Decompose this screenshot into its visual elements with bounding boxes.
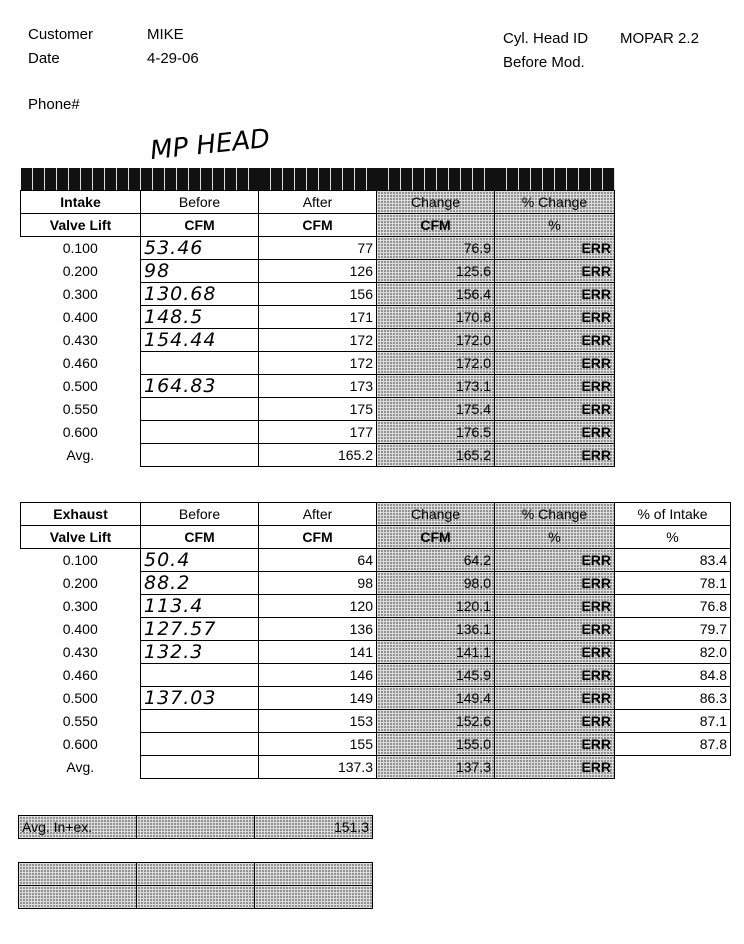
- intake-header-cell: After: [259, 191, 377, 214]
- valve-lift-cell: 0.460: [62, 355, 98, 371]
- dark-bar-cell: [259, 168, 377, 191]
- pct-of-intake-cell: 79.7: [615, 618, 731, 641]
- after-cfm-cell: 149: [259, 687, 377, 710]
- shaded-cell: [19, 886, 137, 909]
- change-cfm-cell: 137.3: [377, 756, 495, 779]
- exhaust-header-cell: CFM: [141, 526, 259, 549]
- after-cfm-cell: 98: [259, 572, 377, 595]
- change-cfm-cell: 136.1: [377, 618, 495, 641]
- intake-header-cell: %: [495, 214, 615, 237]
- change-cfm-cell: 125.6: [377, 260, 495, 283]
- valve-lift-cell: 0.300: [62, 286, 98, 302]
- table-row: [21, 618, 731, 641]
- after-cfm-cell: 155: [259, 733, 377, 756]
- pct-change-cell: ERR: [495, 352, 615, 375]
- exhaust-table: [20, 502, 731, 779]
- valve-lift-cell: Avg.: [66, 447, 95, 463]
- shaded-cell: [137, 863, 255, 886]
- exhaust-header-cell: % Change: [495, 503, 615, 526]
- table-row: [21, 444, 615, 467]
- cyl-head-value: MOPAR 2.2: [620, 30, 699, 47]
- after-cfm-cell: 175: [259, 398, 377, 421]
- intake-header-row: [21, 214, 615, 237]
- pct-of-intake-cell: 87.1: [615, 710, 731, 733]
- pct-of-intake-cell: 83.4: [615, 549, 731, 572]
- cyl-head-label: Cyl. Head ID: [503, 30, 589, 47]
- pct-change-cell: ERR: [495, 641, 615, 664]
- customer-value: MIKE: [147, 26, 184, 43]
- intake-header-cell: CFM: [259, 214, 377, 237]
- pct-of-intake-cell: 86.3: [615, 687, 731, 710]
- pct-of-intake-cell: 82.0: [615, 641, 731, 664]
- valve-lift-cell: 0.100: [62, 552, 98, 569]
- valve-lift-cell: 0.500: [62, 378, 98, 394]
- table-row: [21, 572, 731, 595]
- date-label: Date: [28, 50, 60, 67]
- change-cfm-cell: 120.1: [377, 595, 495, 618]
- exhaust-header-cell: CFM: [377, 526, 495, 549]
- change-cfm-cell: 165.2: [377, 444, 495, 467]
- pct-of-intake-cell: 78.1: [615, 572, 731, 595]
- table-row: [21, 329, 615, 352]
- phone-label: Phone#: [28, 96, 80, 113]
- shaded-cell: [255, 886, 373, 909]
- date-value: 4-29-06: [147, 50, 199, 67]
- exhaust-header-cell: % of Intake: [615, 503, 731, 526]
- table-row: [21, 398, 615, 421]
- before-cfm-cell: 148.5: [141, 306, 259, 329]
- pct-of-intake-cell: 84.8: [615, 664, 731, 687]
- valve-lift-cell: 0.400: [62, 621, 98, 637]
- after-cfm-cell: 153: [259, 710, 377, 733]
- before-cfm-cell: [141, 444, 259, 467]
- table-row: [21, 756, 731, 779]
- after-cfm-cell: 165.2: [259, 444, 377, 467]
- dark-bar-cell: [377, 168, 495, 191]
- change-cfm-cell: 76.9: [377, 237, 495, 260]
- pct-change-cell: ERR: [495, 260, 615, 283]
- after-cfm-cell: 146: [259, 664, 377, 687]
- change-cfm-cell: 155.0: [377, 733, 495, 756]
- pct-change-cell: ERR: [495, 595, 615, 618]
- before-cfm-cell: [141, 710, 259, 733]
- valve-lift-cell: 0.300: [62, 598, 98, 614]
- change-cfm-cell: 172.0: [377, 352, 495, 375]
- table-row: [21, 283, 615, 306]
- intake-header-row: [21, 191, 615, 214]
- before-cfm-cell: 53.46: [141, 237, 259, 260]
- valve-lift-cell: 0.460: [62, 667, 98, 683]
- valve-lift-cell: 0.200: [62, 263, 98, 279]
- pct-change-cell: ERR: [495, 733, 615, 756]
- exhaust-header-cell: CFM: [259, 526, 377, 549]
- pct-change-cell: ERR: [495, 687, 615, 710]
- table-row: [21, 549, 731, 572]
- customer-label: Customer: [28, 26, 94, 43]
- change-cfm-cell: 141.1: [377, 641, 495, 664]
- pct-change-cell: ERR: [495, 710, 615, 733]
- after-cfm-cell: 126: [259, 260, 377, 283]
- intake-header-cell: Before: [141, 191, 259, 214]
- change-cfm-cell: 156.4: [377, 283, 495, 306]
- pct-change-cell: ERR: [495, 756, 615, 779]
- after-cfm-cell: 177: [259, 421, 377, 444]
- after-cfm-cell: 120: [259, 595, 377, 618]
- table-row: [21, 710, 731, 733]
- pct-of-intake-cell: 87.8: [615, 733, 731, 756]
- shaded-cell: [255, 863, 373, 886]
- intake-header-cell: % Change: [495, 191, 615, 214]
- exhaust-header-cell: Valve Lift: [21, 526, 141, 549]
- exhaust-header-cell: Before: [141, 503, 259, 526]
- before-cfm-cell: 154.44: [141, 329, 259, 352]
- pct-change-cell: ERR: [495, 306, 615, 329]
- before-cfm-cell: 127.57: [141, 618, 259, 641]
- pct-change-cell: ERR: [495, 398, 615, 421]
- valve-lift-cell: 0.430: [62, 644, 98, 660]
- pct-of-intake-cell: [615, 756, 731, 779]
- pct-change-cell: ERR: [495, 618, 615, 641]
- pct-change-cell: ERR: [495, 375, 615, 398]
- table-row: [21, 375, 615, 398]
- change-cfm-cell: 152.6: [377, 710, 495, 733]
- after-cfm-cell: 172: [259, 352, 377, 375]
- valve-lift-cell: 0.550: [62, 401, 98, 417]
- table-row: [21, 352, 615, 375]
- change-cfm-cell: 173.1: [377, 375, 495, 398]
- valve-lift-cell: 0.200: [62, 575, 98, 591]
- pct-change-cell: ERR: [495, 283, 615, 306]
- pct-change-cell: ERR: [495, 664, 615, 687]
- pct-of-intake-cell: 76.8: [615, 595, 731, 618]
- before-cfm-cell: [141, 421, 259, 444]
- shaded-cell: [19, 863, 137, 886]
- valve-lift-cell: 0.550: [62, 713, 98, 729]
- after-cfm-cell: 77: [259, 237, 377, 260]
- after-cfm-cell: 141: [259, 641, 377, 664]
- after-cfm-cell: 173: [259, 375, 377, 398]
- shaded-cell: [137, 886, 255, 909]
- after-cfm-cell: 64: [259, 549, 377, 572]
- exhaust-header-row: [21, 503, 731, 526]
- exhaust-header-cell: After: [259, 503, 377, 526]
- summary-empty-cell: [137, 816, 255, 839]
- intake-header-cell: CFM: [377, 214, 495, 237]
- valve-lift-cell: 0.600: [62, 736, 98, 752]
- intake-header-cell: Valve Lift: [21, 214, 141, 237]
- change-cfm-cell: 172.0: [377, 329, 495, 352]
- change-cfm-cell: 149.4: [377, 687, 495, 710]
- dark-bar-cell: [495, 168, 615, 191]
- intake-header-cell: Change: [377, 191, 495, 214]
- pct-change-cell: ERR: [495, 444, 615, 467]
- summary-table: [18, 815, 373, 839]
- before-cfm-cell: 137.03: [141, 687, 259, 710]
- table-row: [21, 664, 731, 687]
- table-row: [21, 641, 731, 664]
- valve-lift-cell: 0.430: [62, 332, 98, 348]
- before-cfm-cell: [141, 398, 259, 421]
- before-cfm-cell: 50.4: [141, 549, 259, 572]
- dark-bar-cell: [141, 168, 259, 191]
- valve-lift-cell: Avg.: [66, 759, 95, 775]
- handwritten-note: MP HEAD: [148, 123, 272, 167]
- change-cfm-cell: 176.5: [377, 421, 495, 444]
- change-cfm-cell: 64.2: [377, 549, 495, 572]
- table-row: [21, 733, 731, 756]
- exhaust-header-row: [21, 526, 731, 549]
- intake-header-cell: Intake: [21, 191, 141, 214]
- before-cfm-cell: 113.4: [141, 595, 259, 618]
- before-cfm-cell: 130.68: [141, 283, 259, 306]
- before-cfm-cell: [141, 756, 259, 779]
- change-cfm-cell: 175.4: [377, 398, 495, 421]
- after-cfm-cell: 172: [259, 329, 377, 352]
- pct-change-cell: ERR: [495, 329, 615, 352]
- bottom-shaded-block: [18, 862, 373, 909]
- avg-in-ex-label: Avg. In+ex.: [19, 816, 137, 839]
- after-cfm-cell: 171: [259, 306, 377, 329]
- exhaust-header-cell: Change: [377, 503, 495, 526]
- exhaust-header-cell: %: [495, 526, 615, 549]
- before-mod-label: Before Mod.: [503, 54, 585, 71]
- valve-lift-cell: 0.100: [62, 240, 98, 257]
- valve-lift-cell: 0.600: [62, 424, 98, 440]
- avg-in-ex-value: 151.3: [255, 816, 373, 839]
- change-cfm-cell: 170.8: [377, 306, 495, 329]
- before-cfm-cell: [141, 733, 259, 756]
- before-cfm-cell: [141, 352, 259, 375]
- before-cfm-cell: 132.3: [141, 641, 259, 664]
- after-cfm-cell: 156: [259, 283, 377, 306]
- table-row: [21, 306, 615, 329]
- dark-bar-cell: [21, 168, 141, 191]
- before-cfm-cell: [141, 664, 259, 687]
- before-cfm-cell: 88.2: [141, 572, 259, 595]
- intake-table: [20, 168, 615, 467]
- table-row: [21, 421, 615, 444]
- pct-change-cell: ERR: [495, 237, 615, 260]
- pct-change-cell: ERR: [495, 421, 615, 444]
- before-cfm-cell: 164.83: [141, 375, 259, 398]
- exhaust-header-cell: %: [615, 526, 731, 549]
- intake-header-cell: CFM: [141, 214, 259, 237]
- table-row: [21, 237, 615, 260]
- valve-lift-cell: 0.500: [62, 690, 98, 706]
- after-cfm-cell: 136: [259, 618, 377, 641]
- after-cfm-cell: 137.3: [259, 756, 377, 779]
- table-row: [21, 595, 731, 618]
- pct-change-cell: ERR: [495, 549, 615, 572]
- exhaust-header-cell: Exhaust: [21, 503, 141, 526]
- valve-lift-cell: 0.400: [62, 309, 98, 325]
- before-cfm-cell: 98: [141, 260, 259, 283]
- table-row: [21, 687, 731, 710]
- dark-header-bar: [21, 168, 615, 191]
- table-row: [21, 260, 615, 283]
- change-cfm-cell: 145.9: [377, 664, 495, 687]
- change-cfm-cell: 98.0: [377, 572, 495, 595]
- pct-change-cell: ERR: [495, 572, 615, 595]
